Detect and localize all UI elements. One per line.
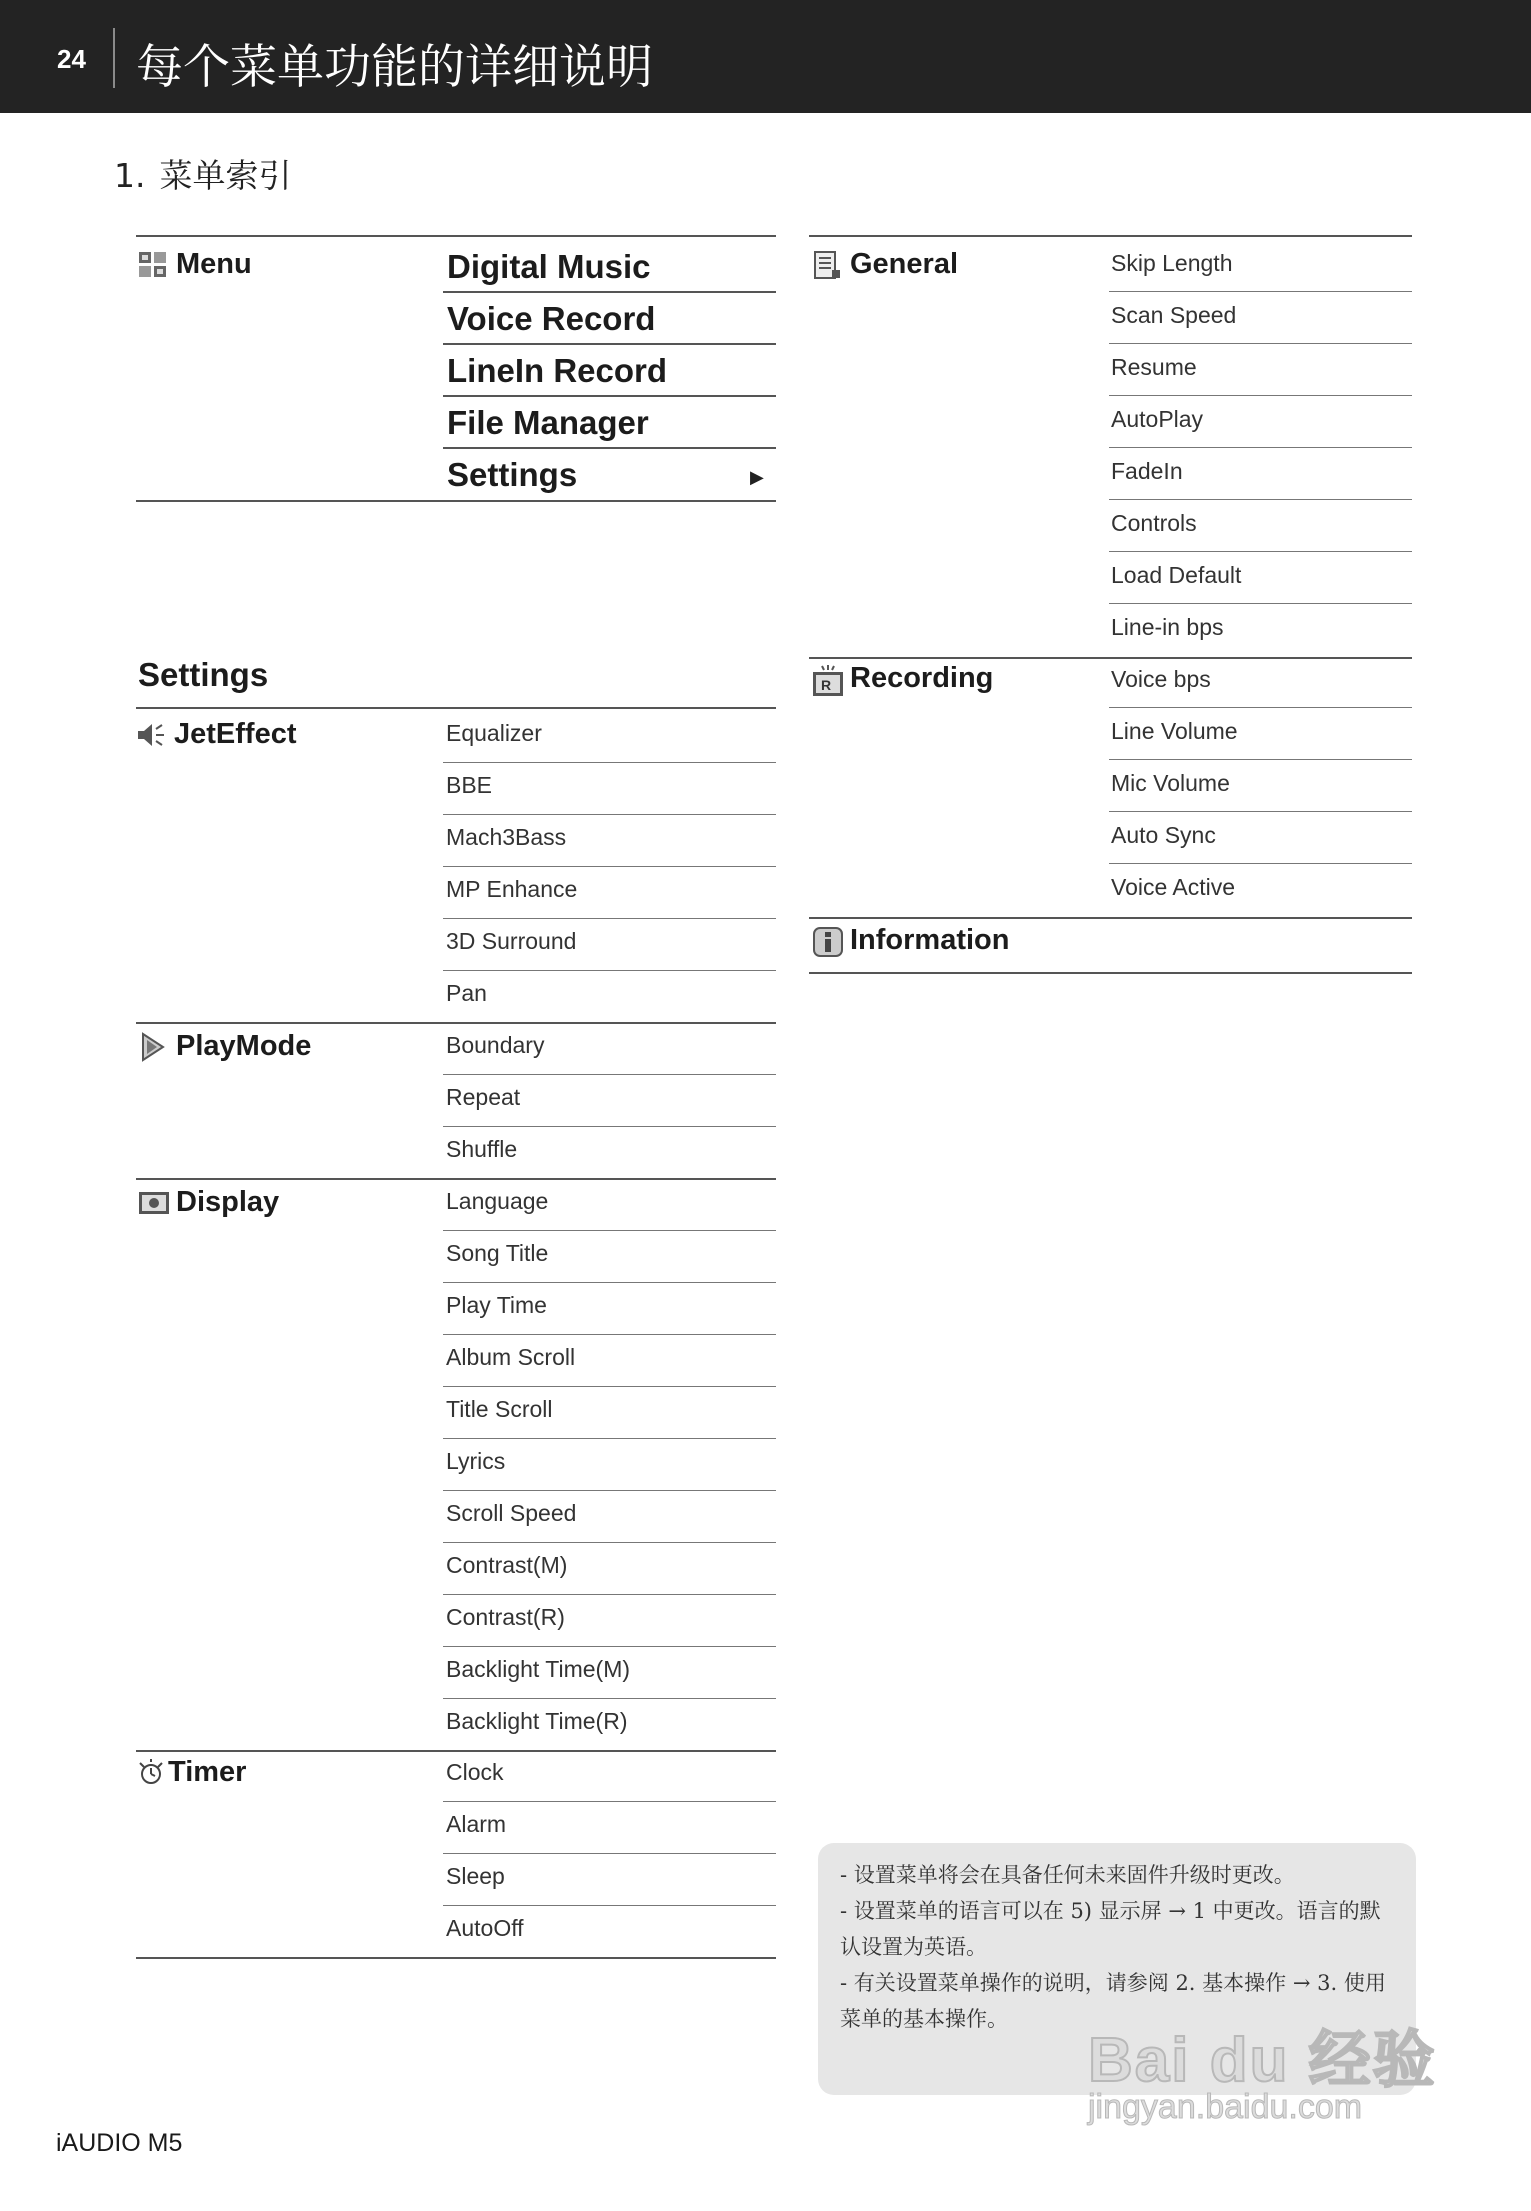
row-divider — [1109, 551, 1412, 552]
information-bottom-rule — [809, 972, 1412, 974]
display-item: Language — [446, 1188, 549, 1214]
jeteffect-item: Pan — [446, 980, 487, 1006]
display-item: Play Time — [446, 1292, 547, 1318]
section-title-text: 菜单索引 — [159, 156, 292, 195]
menu-grid-icon — [138, 250, 168, 280]
section-number: 1. — [114, 156, 146, 195]
playmode-item: Shuffle — [446, 1136, 518, 1162]
recording-top-rule — [809, 657, 1412, 659]
jeteffect-item: 3D Surround — [446, 928, 577, 954]
recording-item: Voice bps — [1111, 666, 1211, 692]
display-item: Backlight Time(R) — [446, 1708, 628, 1734]
row-divider — [1109, 707, 1412, 708]
section-title — [114, 150, 292, 197]
jeteffect-item: BBE — [446, 772, 493, 798]
row-divider — [443, 1230, 776, 1231]
row-divider — [443, 1853, 776, 1854]
row-divider — [443, 1801, 776, 1802]
menu-item-divider — [443, 291, 776, 293]
group-divider — [136, 1022, 776, 1024]
general-category — [812, 248, 958, 281]
settings-top-rule — [136, 707, 776, 709]
timer-label: Timer — [168, 1756, 247, 1788]
row-divider — [443, 1490, 776, 1491]
menu-label: Menu — [176, 248, 252, 280]
general-item: FadeIn — [1111, 458, 1183, 484]
watermark-url: jingyan.baidu.com — [1088, 2088, 1363, 2126]
group-divider — [136, 1178, 776, 1180]
general-label: General — [850, 248, 958, 280]
menu-item-divider — [443, 447, 776, 449]
jeteffect-label: JetEffect — [174, 718, 297, 750]
row-divider — [443, 814, 776, 815]
recording-item: Voice Active — [1111, 874, 1236, 900]
display-item: Title Scroll — [446, 1396, 553, 1422]
general-item: Load Default — [1111, 562, 1242, 588]
row-divider — [443, 1698, 776, 1699]
general-item: Controls — [1111, 510, 1197, 536]
row-divider — [443, 1126, 776, 1127]
row-divider — [1109, 291, 1412, 292]
group-divider — [136, 1750, 776, 1752]
general-item: Line-in bps — [1111, 614, 1224, 640]
note-line-1: - 设置菜单将会在具备任何未来固件升级时更改。 — [840, 1863, 1295, 1887]
playmode-category — [138, 1030, 311, 1063]
baidu-watermark — [1088, 2010, 1437, 2126]
playmode-item: Repeat — [446, 1084, 521, 1110]
menu-item: Voice Record — [447, 300, 656, 337]
row-divider — [1109, 447, 1412, 448]
general-item: Scan Speed — [1111, 302, 1237, 328]
row-divider — [443, 1282, 776, 1283]
footer-model: iAUDIO M5 — [56, 2129, 183, 2157]
row-divider — [1109, 343, 1412, 344]
row-divider — [443, 1334, 776, 1335]
row-divider — [443, 1646, 776, 1647]
general-top-rule — [809, 235, 1412, 237]
row-divider — [443, 1074, 776, 1075]
recording-item: Mic Volume — [1111, 770, 1230, 796]
playmode-label: PlayMode — [176, 1030, 312, 1062]
menu-item: Digital Music — [447, 248, 651, 285]
submenu-arrow-icon: ▶ — [750, 467, 764, 487]
recording-category — [812, 662, 993, 695]
display-category — [138, 1186, 279, 1219]
recording-item: Line Volume — [1111, 718, 1238, 744]
display-item: Song Title — [446, 1240, 549, 1266]
menu-bottom-rule — [136, 500, 776, 502]
row-divider — [443, 762, 776, 763]
recording-item: Auto Sync — [1111, 822, 1216, 848]
information-label: Information — [850, 924, 1010, 956]
playmode-item: Boundary — [446, 1032, 545, 1058]
note-line-3: - 有关设置菜单操作的说明，请参阅 2. 基本操作 → 3. 使用菜单的基本操作。 — [840, 1971, 1386, 2031]
jeteffect-item: Equalizer — [446, 720, 542, 746]
timer-category — [136, 1756, 246, 1789]
timer-item: AutoOff — [446, 1915, 524, 1941]
display-item: Contrast(R) — [446, 1604, 565, 1630]
play-icon — [138, 1032, 168, 1062]
row-divider — [443, 918, 776, 919]
row-divider — [443, 1438, 776, 1439]
display-item: Scroll Speed — [446, 1500, 577, 1526]
page-number: 24 — [57, 44, 86, 74]
info-icon — [812, 926, 842, 956]
row-divider — [1109, 395, 1412, 396]
recording-label: Recording — [850, 662, 994, 694]
recorder-icon — [812, 664, 842, 694]
display-item: Album Scroll — [446, 1344, 576, 1370]
row-divider — [443, 866, 776, 867]
general-item: AutoPlay — [1111, 406, 1204, 432]
header-bar — [0, 0, 1531, 113]
settings-heading-text: Settings — [138, 656, 269, 693]
timer-item: Sleep — [446, 1863, 505, 1889]
row-divider — [1109, 603, 1412, 604]
display-icon — [138, 1188, 168, 1218]
note-line-2: - 设置菜单的语言可以在 5) 显示屏 → 1 中更改。语言的默认设置为英语。 — [840, 1899, 1381, 1959]
menu-item-divider — [443, 343, 776, 345]
alarm-clock-icon — [136, 1758, 166, 1788]
speaker-icon — [136, 720, 166, 750]
display-item: Contrast(M) — [446, 1552, 568, 1578]
timer-item: Alarm — [446, 1811, 507, 1837]
group-divider — [136, 1957, 776, 1959]
menu-item-divider — [443, 395, 776, 397]
display-item: Backlight Time(M) — [446, 1656, 631, 1682]
row-divider — [443, 1386, 776, 1387]
jeteffect-item: Mach3Bass — [446, 824, 567, 850]
menu-top-rule — [136, 235, 776, 237]
information-top-rule — [809, 917, 1412, 919]
row-divider — [1109, 811, 1412, 812]
watermark-logo: Bai du 经验 — [1088, 2026, 1437, 2095]
jeteffect-category — [136, 718, 297, 751]
menu-category — [138, 248, 252, 281]
row-divider — [443, 1542, 776, 1543]
general-item: Skip Length — [1111, 250, 1233, 276]
page-title: 每个菜单功能的详细说明 — [136, 40, 653, 95]
display-label: Display — [176, 1186, 280, 1218]
menu-item: LineIn Record — [447, 352, 668, 389]
general-item: Resume — [1111, 354, 1197, 380]
timer-item: Clock — [446, 1759, 504, 1785]
row-divider — [443, 1594, 776, 1595]
svg-text:R: R — [821, 676, 832, 693]
jeteffect-item: MP Enhance — [446, 876, 578, 902]
information-category — [812, 924, 1010, 957]
menu-item: File Manager — [447, 404, 649, 441]
row-divider — [1109, 499, 1412, 500]
display-item: Lyrics — [446, 1448, 506, 1474]
row-divider — [443, 970, 776, 971]
document-icon — [812, 250, 842, 280]
row-divider — [1109, 759, 1412, 760]
row-divider — [1109, 863, 1412, 864]
settings-heading — [138, 656, 268, 694]
row-divider — [443, 1905, 776, 1906]
header-divider — [113, 28, 115, 88]
menu-item: Settings — [447, 456, 578, 493]
